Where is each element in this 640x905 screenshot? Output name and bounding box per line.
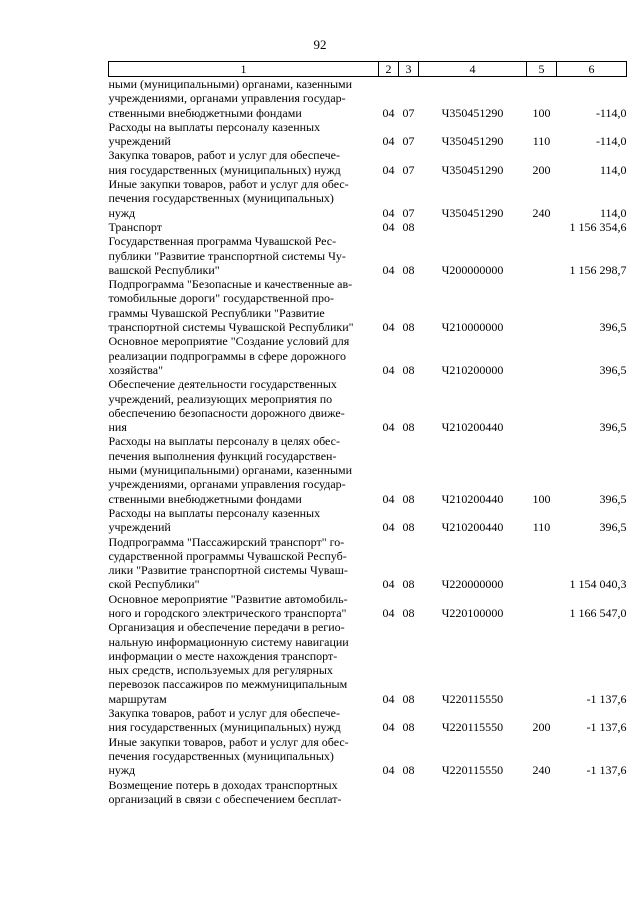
target-article-code: Ч210200440 xyxy=(441,520,504,535)
budget-table xyxy=(108,61,627,806)
description-line: Подпрограмма "Пассажирский транспорт" го- xyxy=(108,534,345,549)
row-description xyxy=(109,377,379,434)
table-row xyxy=(109,277,627,334)
target-article-code: Ч350451290 xyxy=(441,162,504,177)
section-code: 04 xyxy=(382,162,395,177)
header-col-4: 4 xyxy=(419,62,527,77)
expense-type-code xyxy=(527,535,557,592)
description-line: Транспорт xyxy=(108,219,162,234)
subsection-code: 08 xyxy=(402,720,415,735)
header-col-6: 6 xyxy=(557,62,627,77)
description-line: Основное мероприятие "Развитие автомобиль- xyxy=(108,591,348,606)
target-article-code: Ч350451290 xyxy=(441,105,504,120)
target-article-code: Ч220115550 xyxy=(441,763,504,778)
table-row xyxy=(109,148,627,177)
expense-type-code xyxy=(527,277,557,334)
expense-type-code: 240 xyxy=(532,763,551,778)
row-description xyxy=(109,706,379,735)
header-col-2: 2 xyxy=(379,62,399,77)
subsection-code xyxy=(399,778,419,807)
description-line: лики "Развитие транспортной системы Чуваш- xyxy=(108,563,348,578)
description-line: Государственная программа Чувашской Рес- xyxy=(108,234,337,249)
description-line: Расходы на выплаты персоналу казенных xyxy=(108,505,321,520)
section-code xyxy=(379,778,399,807)
description-line: учреждениями, органами управления государ- xyxy=(108,91,346,106)
description-line: Основное мероприятие "Создание условий для xyxy=(108,334,350,349)
subsection-code: 08 xyxy=(402,605,415,620)
amount: 396,5 xyxy=(599,320,627,335)
description-line: Расходы на выплаты персоналу в целях обес- xyxy=(108,434,340,449)
subsection-code: 07 xyxy=(402,105,415,120)
description-line: вашской Республики" xyxy=(108,262,220,277)
row-description xyxy=(109,277,379,334)
description-line: информации о месте нахождения транспорт- xyxy=(108,648,338,663)
expense-type-code xyxy=(527,592,557,621)
row-description xyxy=(109,735,379,778)
row-description xyxy=(109,220,379,234)
target-article-code: Ч210200440 xyxy=(441,420,504,435)
subsection-code: 08 xyxy=(402,491,415,506)
expense-type-code xyxy=(527,778,557,807)
amount xyxy=(557,778,627,807)
row-description xyxy=(109,334,379,377)
description-line: учреждений xyxy=(108,134,171,149)
description-line: реализации подпрограммы в сфере дорожного xyxy=(108,348,346,363)
table-row xyxy=(109,120,627,149)
table-row xyxy=(109,620,627,706)
description-line: печения государственных (муниципальных) xyxy=(108,191,334,206)
expense-type-code xyxy=(527,220,557,234)
subsection-code: 08 xyxy=(402,362,415,377)
table-row xyxy=(109,377,627,434)
section-code: 04 xyxy=(382,720,395,735)
amount: 114,0 xyxy=(599,205,627,220)
description-line: обеспечению безопасности дорожного движе- xyxy=(108,405,345,420)
section-code: 04 xyxy=(382,205,395,220)
description-line: учреждений xyxy=(108,520,171,535)
expense-type-code xyxy=(527,234,557,277)
description-line: печения выполнения функций государствен- xyxy=(108,448,337,463)
description-line: Организация и обеспечение передачи в регио- xyxy=(108,620,345,635)
description-line: ния государственных (муниципальных) нужд xyxy=(108,720,341,735)
section-code: 04 xyxy=(382,362,395,377)
target-article-code: Ч210200000 xyxy=(441,362,504,377)
table-row xyxy=(109,434,627,505)
table-body xyxy=(109,77,627,807)
table-row xyxy=(109,334,627,377)
expense-type-code: 200 xyxy=(532,720,551,735)
row-description xyxy=(109,535,379,592)
target-article-code: Ч350451290 xyxy=(441,205,504,220)
table-row xyxy=(109,735,627,778)
table-row xyxy=(109,77,627,120)
target-article-code: Ч200000000 xyxy=(441,262,504,277)
subsection-code: 07 xyxy=(402,205,415,220)
target-article-code: Ч350451290 xyxy=(441,134,504,149)
description-line: перевозок пассажиров по межмуниципальным xyxy=(108,677,348,692)
description-line: ской Республики" xyxy=(108,577,200,592)
amount: 1 156 354,6 xyxy=(569,219,627,234)
target-article-code: Ч220100000 xyxy=(441,605,504,620)
amount: -114,0 xyxy=(595,134,627,149)
subsection-code: 08 xyxy=(402,262,415,277)
expense-type-code: 110 xyxy=(532,134,551,149)
section-code: 04 xyxy=(382,105,395,120)
description-line: Возмещение потерь в доходах транспортных xyxy=(108,777,338,792)
description-line: Закупка товаров, работ и услуг для обеспече- xyxy=(108,148,340,163)
description-line: ного и городского электрического транспорта" xyxy=(108,605,347,620)
table-row xyxy=(109,706,627,735)
description-line: ственными внебюджетными фондами xyxy=(108,491,302,506)
description-line: ными (муниципальными) органами, казенными xyxy=(108,463,353,478)
target-article-code: Ч220115550 xyxy=(441,691,504,706)
description-line: сударственной программы Чувашской Респуб- xyxy=(108,548,347,563)
description-line: нальную информационную систему навигации xyxy=(108,634,349,649)
description-line: маршрутам xyxy=(108,691,167,706)
description-line: Расходы на выплаты персоналу казенных xyxy=(108,119,321,134)
amount: 396,5 xyxy=(599,491,627,506)
target-article-code xyxy=(419,778,527,807)
row-description xyxy=(109,506,379,535)
table-row xyxy=(109,778,627,807)
row-description xyxy=(109,120,379,149)
subsection-code: 07 xyxy=(402,162,415,177)
section-code: 04 xyxy=(382,219,395,234)
target-article-code: Ч220000000 xyxy=(441,577,504,592)
description-line: учреждений, реализующих мероприятия по xyxy=(108,391,333,406)
description-line: нужд xyxy=(108,205,136,220)
description-line: печения государственных (муниципальных) xyxy=(108,748,334,763)
header-col-5: 5 xyxy=(527,62,557,77)
section-code: 04 xyxy=(382,320,395,335)
expense-type-code: 110 xyxy=(532,520,551,535)
row-description xyxy=(109,234,379,277)
description-line: граммы Чувашской Республики "Развитие xyxy=(108,305,325,320)
table-header-row xyxy=(109,62,627,77)
subsection-code: 08 xyxy=(402,577,415,592)
description-line: учреждениями, органами управления государ- xyxy=(108,477,346,492)
subsection-code: 08 xyxy=(402,691,415,706)
description-line: ственными внебюджетными фондами xyxy=(108,105,302,120)
row-description xyxy=(109,592,379,621)
section-code: 04 xyxy=(382,262,395,277)
description-line: томобильные дороги" государственной про- xyxy=(108,291,335,306)
row-description xyxy=(109,148,379,177)
row-description xyxy=(109,620,379,706)
description-line: публики "Развитие транспортной системы Чу- xyxy=(108,248,346,263)
table-row xyxy=(109,234,627,277)
description-line: Иные закупки товаров, работ и услуг для обес- xyxy=(108,734,349,749)
description-line: транспортной системы Чувашской Республики" xyxy=(108,320,354,335)
subsection-code: 08 xyxy=(402,763,415,778)
table-row xyxy=(109,220,627,234)
subsection-code: 08 xyxy=(402,219,415,234)
subsection-code: 08 xyxy=(402,320,415,335)
amount: -1 137,6 xyxy=(586,763,627,778)
table-row xyxy=(109,592,627,621)
description-line: хозяйства" xyxy=(108,362,164,377)
table-row xyxy=(109,535,627,592)
expense-type-code xyxy=(527,334,557,377)
section-code: 04 xyxy=(382,491,395,506)
description-line: ными (муниципальными) органами, казенными xyxy=(108,77,353,91)
subsection-code: 08 xyxy=(402,420,415,435)
target-article-code: Ч210200440 xyxy=(441,491,504,506)
target-article-code xyxy=(419,220,527,234)
amount: -1 137,6 xyxy=(586,720,627,735)
amount: -1 137,6 xyxy=(586,691,627,706)
description-line: Обеспечение деятельности государственных xyxy=(108,377,337,392)
target-article-code: Ч220115550 xyxy=(441,720,504,735)
expense-type-code: 100 xyxy=(532,105,551,120)
amount: 1 154 040,3 xyxy=(569,577,627,592)
page-number: 92 xyxy=(313,37,327,52)
section-code: 04 xyxy=(382,520,395,535)
amount: 1 156 298,7 xyxy=(569,262,627,277)
section-code: 04 xyxy=(382,420,395,435)
subsection-code: 08 xyxy=(402,520,415,535)
section-code: 04 xyxy=(382,605,395,620)
target-article-code: Ч210000000 xyxy=(441,320,504,335)
amount: -114,0 xyxy=(595,105,627,120)
section-code: 04 xyxy=(382,134,395,149)
amount: 396,5 xyxy=(599,520,627,535)
description-line: Закупка товаров, работ и услуг для обеспече- xyxy=(108,706,340,721)
row-description xyxy=(109,77,379,120)
header-col-3: 3 xyxy=(399,62,419,77)
row-description xyxy=(109,434,379,505)
row-description xyxy=(109,177,379,220)
amount: 396,5 xyxy=(599,362,627,377)
row-description xyxy=(109,778,379,807)
expense-type-code xyxy=(527,377,557,434)
expense-type-code: 100 xyxy=(532,491,551,506)
subsection-code: 07 xyxy=(402,134,415,149)
table-row xyxy=(109,506,627,535)
description-line: Подпрограмма "Безопасные и качественные ав- xyxy=(108,277,353,292)
table-row xyxy=(109,177,627,220)
header-col-1: 1 xyxy=(109,62,379,77)
amount: 114,0 xyxy=(599,162,627,177)
expense-type-code xyxy=(527,620,557,706)
description-line: организаций в связи с обеспечением бесплат- xyxy=(108,791,342,806)
description-line: Иные закупки товаров, работ и услуг для обес- xyxy=(108,177,349,192)
description-line: ния государственных (муниципальных) нужд xyxy=(108,162,341,177)
section-code: 04 xyxy=(382,577,395,592)
section-code: 04 xyxy=(382,763,395,778)
description-line: нужд xyxy=(108,763,136,778)
description-line: ных средств, используемых для регулярных xyxy=(108,663,333,678)
expense-type-code: 200 xyxy=(532,162,551,177)
expense-type-code: 240 xyxy=(532,205,551,220)
section-code: 04 xyxy=(382,691,395,706)
amount: 1 166 547,0 xyxy=(569,605,627,620)
amount: 396,5 xyxy=(599,420,627,435)
description-line: ния xyxy=(108,420,127,435)
